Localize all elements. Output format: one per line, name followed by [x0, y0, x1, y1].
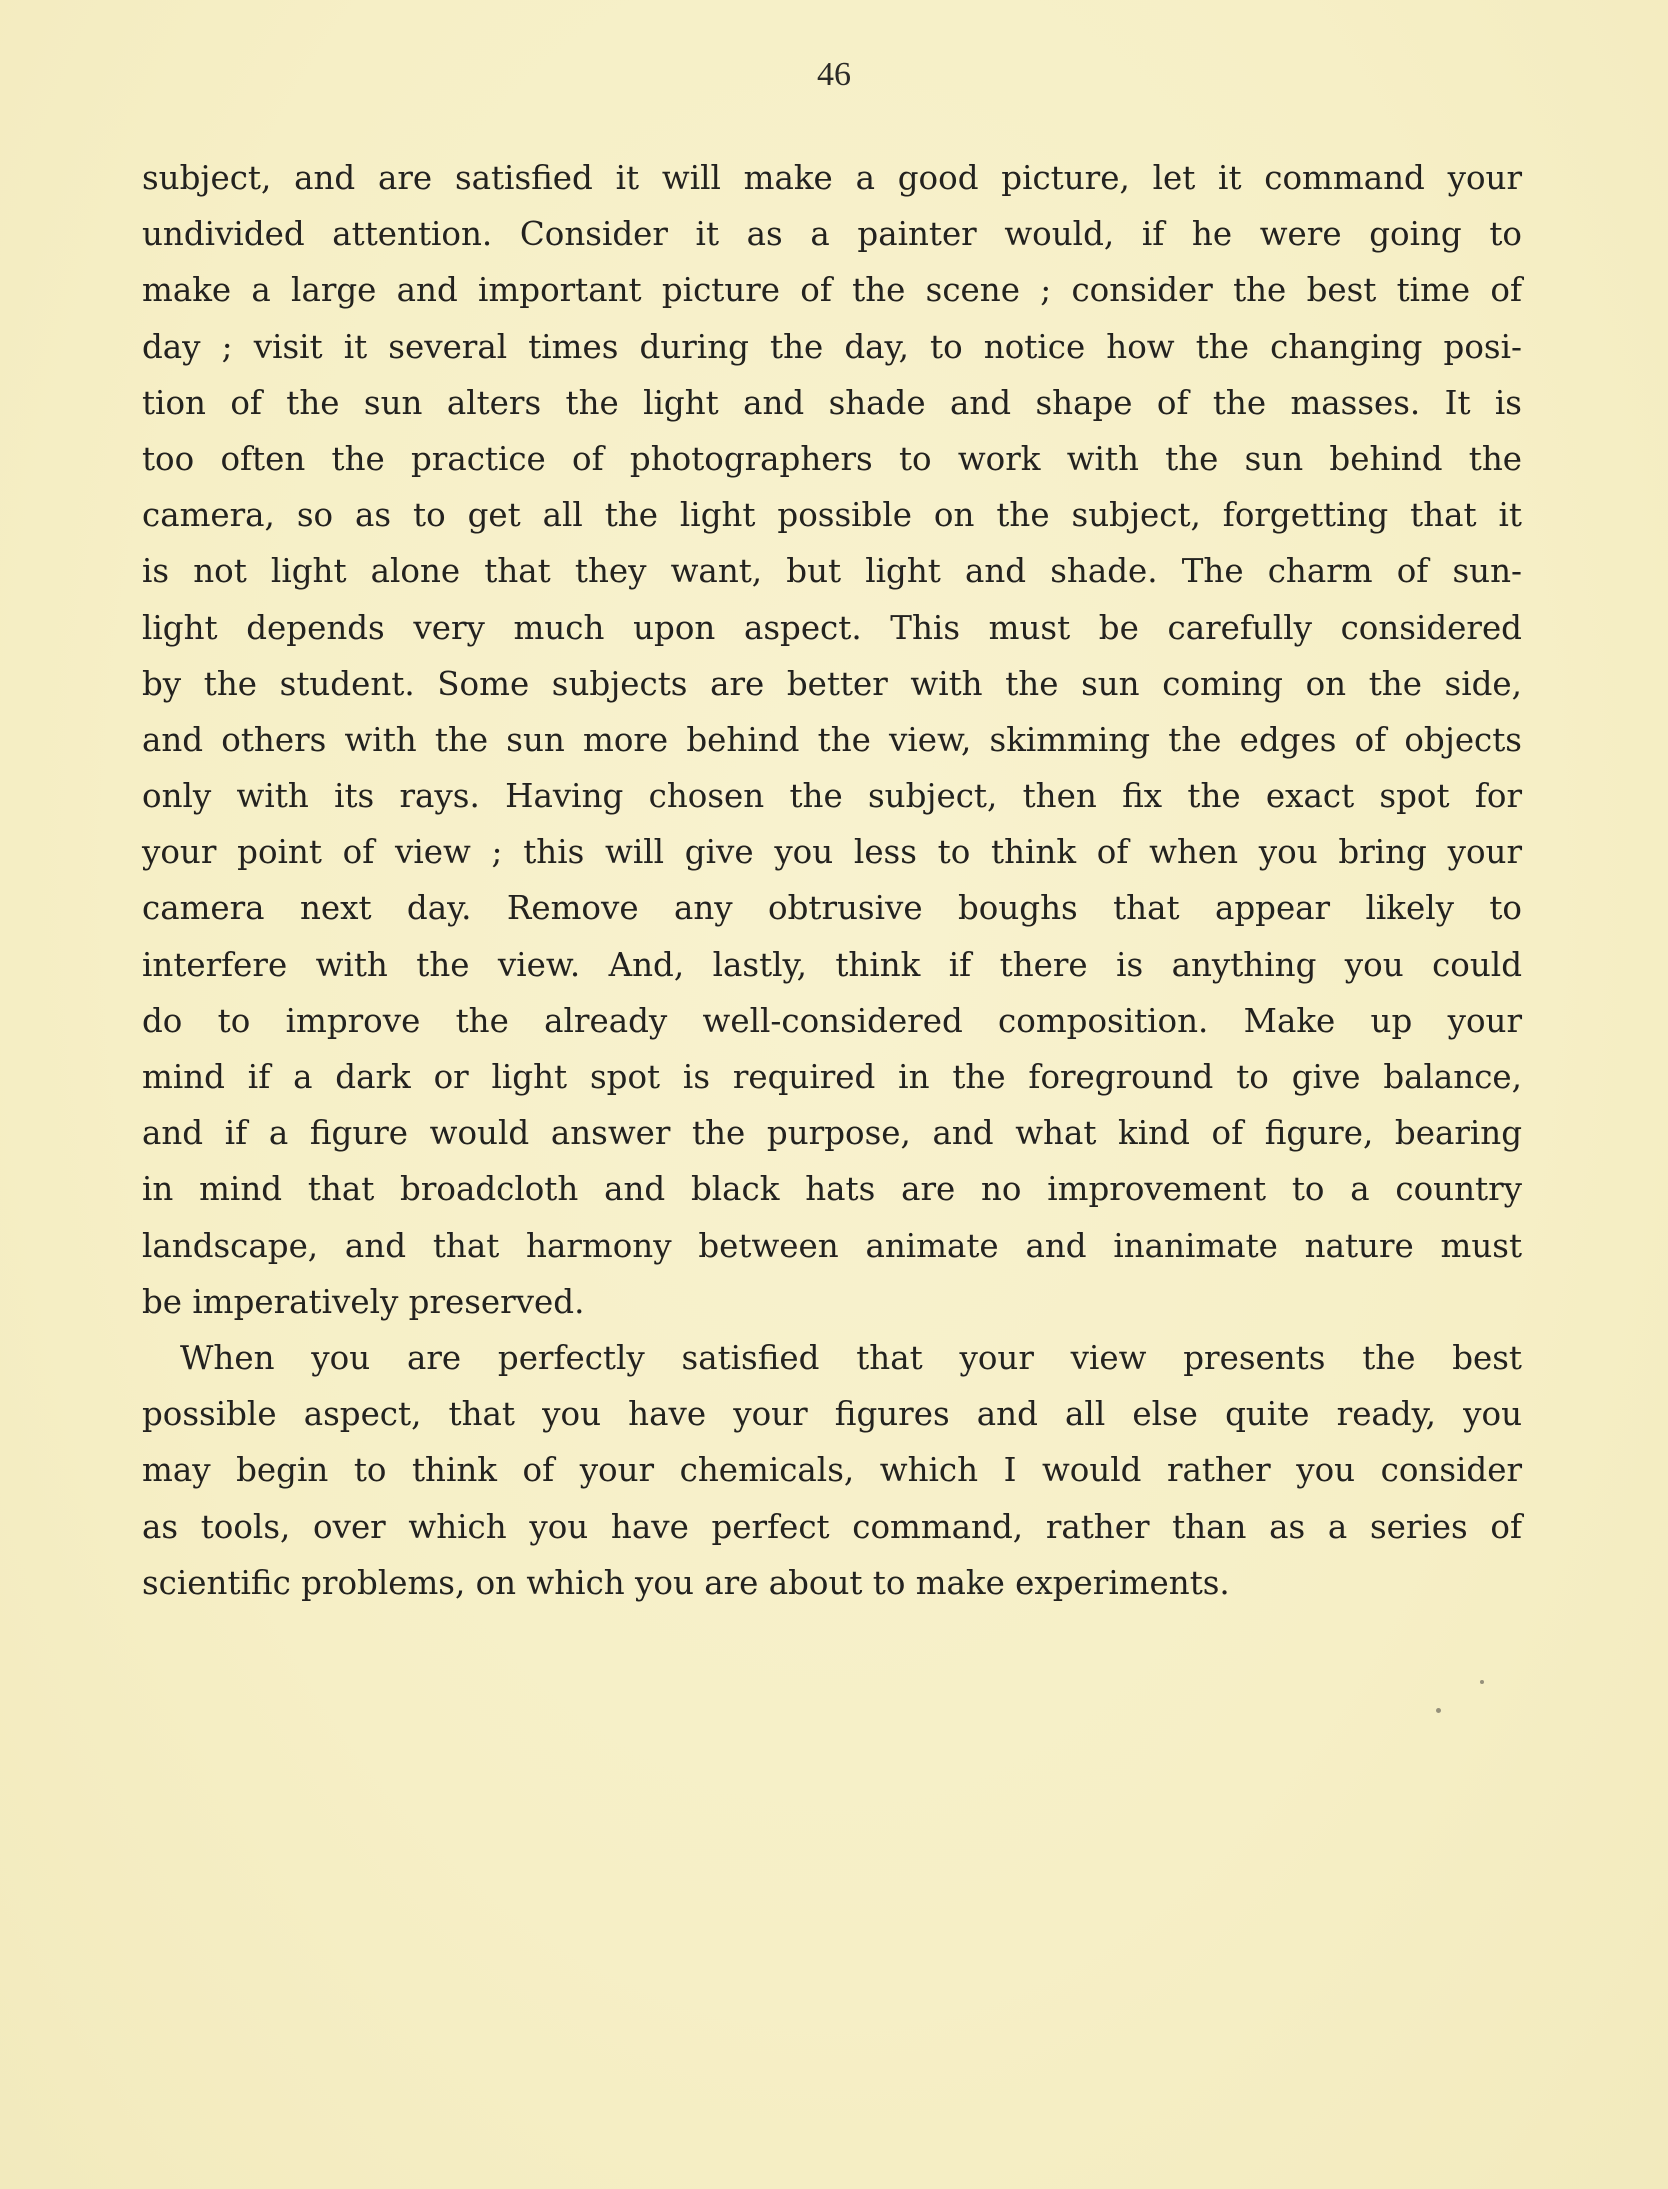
text-line: camera next day. Remove any obtrusive boughs that appear likely to: [142, 889, 1522, 928]
text-line: and if a figure would answer the purpose, and what kind of figure, bearing: [142, 1114, 1522, 1153]
text-line: too often the practice of photographers to work with the sun behind the: [142, 439, 1522, 478]
text-line: is not light alone that they want, but light and shade. The charm of sun-: [142, 552, 1522, 591]
text-line: undivided attention. Consider it as a painter would, if he were going to: [142, 215, 1522, 254]
text-line: by the student. Some subjects are better with the sun coming on the side,: [142, 664, 1522, 703]
paragraph-end-line: scientific problems, on which you are about to make experiments.: [142, 1563, 1230, 1602]
text-line: possible aspect, that you have your figures and all else quite ready, you: [142, 1395, 1522, 1434]
text-line: interfere with the view. And, lastly, think if there is anything you could: [142, 945, 1522, 984]
text-line: landscape, and that harmony between animate and inanimate nature must: [142, 1226, 1522, 1265]
paragraph-end-line: be imperatively preserved.: [142, 1282, 585, 1321]
text-line: tion of the sun alters the light and shade and shape of the masses. It is: [142, 383, 1522, 422]
text-line: and others with the sun more behind the view, skimming the edges of objects: [142, 720, 1522, 759]
paper-speck: [1436, 1708, 1441, 1713]
text-line: in mind that broadcloth and black hats are no improvement to a country: [142, 1170, 1522, 1209]
text-line: light depends very much upon aspect. This must be carefully considered: [142, 608, 1522, 647]
text-line: do to improve the already well-considered composition. Make up your: [142, 1001, 1522, 1040]
text-line: only with its rays. Having chosen the subject, then fix the exact spot for: [142, 777, 1522, 816]
text-line: as tools, over which you have perfect command, rather than as a series of: [142, 1507, 1522, 1546]
text-line: your point of view ; this will give you less to think of when you bring your: [142, 833, 1522, 872]
paper-speck: [1480, 1680, 1484, 1684]
text-line: camera, so as to get all the light possible on the subject, forgetting that it: [142, 496, 1522, 535]
text-line: may begin to think of your chemicals, which I would rather you consider: [142, 1451, 1522, 1490]
body-text: [142, 150, 1522, 1611]
text-line: make a large and important picture of the scene ; consider the best time of: [142, 271, 1522, 310]
text-line: mind if a dark or light spot is required in the foreground to give balance,: [142, 1058, 1522, 1096]
text-line: day ; visit it several times during the day, to notice how the changing posi-: [142, 327, 1522, 366]
paragraph-start-line: When you are perfectly satisfied that your view presents the best: [180, 1338, 1522, 1377]
page-number: 46: [817, 56, 851, 93]
text-line: subject, and are satisfied it will make a good picture, let it command your: [142, 159, 1522, 197]
